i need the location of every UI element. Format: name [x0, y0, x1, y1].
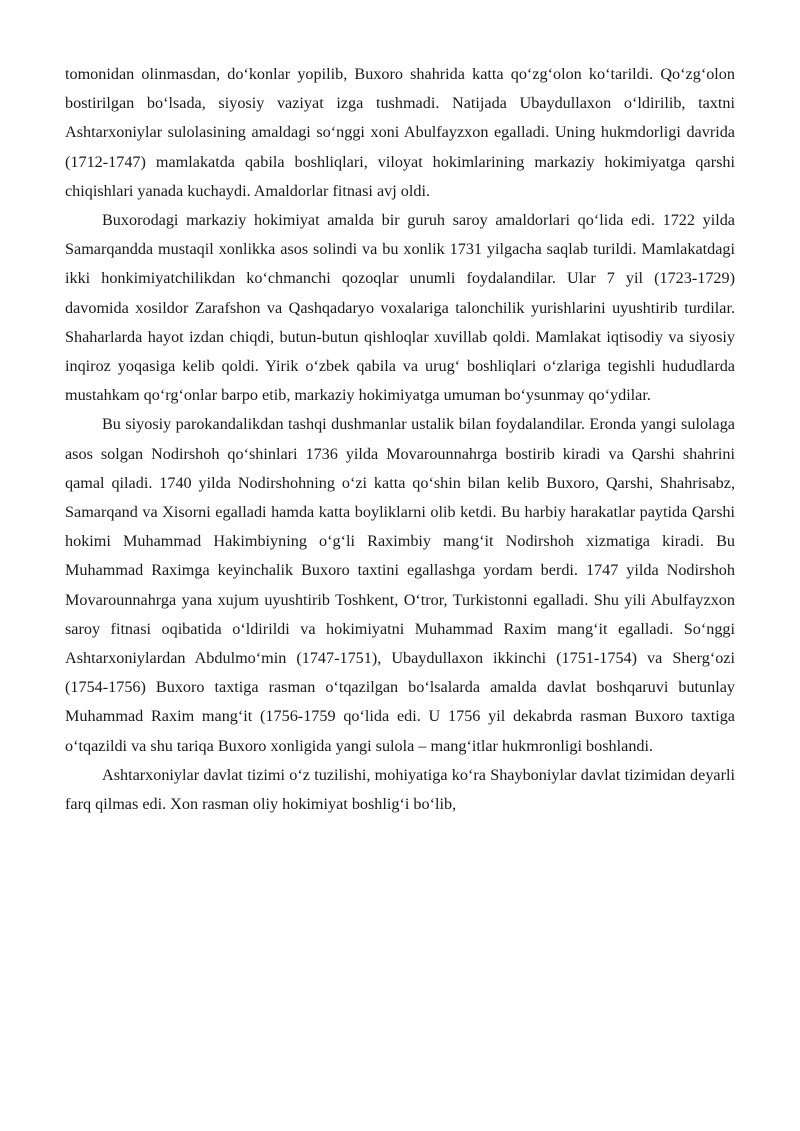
document-page — [65, 60, 735, 819]
paragraph-1: tomonidan olinmasdan, do‘konlar yopilib, Buxoro shahrida katta qo‘zg‘olon ko‘tarildi. Qo‘zg‘olon bostirilgan bo‘lsada, siyosiy vaziyat izga tushmadi. Natijada Ubaydullaxon o‘ldirilib, taxtni Ashtarxoniylar sulolasining amaldagi so‘nggi xoni Abulfayzxon egalladi. Uning hukmdorligi davrida (1712-1747) mamlakatda qabila boshliqlari, viloyat hokimlarining markaziy hokimiyatga qarshi chiqishlari yanada kuchaydi. Amaldorlar fitnasi avj oldi. — [65, 65, 735, 200]
paragraph-4: Ashtarxoniylar davlat tizimi o‘z tuzilishi, mohiyatiga ko‘ra Shayboniylar davlat tizimidan deyarli farq qilmas edi. Xon rasman oliy hokimiyat boshlig‘i bo‘lib, — [65, 765, 735, 814]
paragraph-3: Bu siyosiy parokandalikdan tashqi dushmanlar ustalik bilan foydalandilar. Eronda yangi sulolaga asos solgan Nodirshoh qo‘shinlari 1736 yilda Movarounnahrga bostirib kiradi va Qarshi shahrini qamal qiladi. 1740 yilda Nodirshohning o‘zi katta qo‘shin bilan kelib Buxoro, Qarshi, Shahrisabz, Samarqand va Xisorni egalladi hamda katta boyliklarni olib ketdi. Bu harbiy harakatlar paytida Qarshi hokimi Muhammad Hakimbiyning o‘g‘li Raximbiy mang‘it Nodirshoh xizmatiga kiradi. Bu Muhammad Raximga keyinchalik Buxoro taxtini egallashga yordam berdi. 1747 yilda Nodirshoh Movarounnahrga yana xujum uyushtirib Toshkent, O‘tror, Turkistonni egalladi. Shu yili Abulfayzxon saroy fitnasi oqibatida o‘ldirildi va hokimiyatni Muhammad Raxim mang‘it egalladi. So‘nggi Ashtarxoniylardan Abdulmo‘min (1747-1751), Ubaydullaxon ikkinchi (1751-1754) va Sherg‘ozi (1754-1756) Buxoro taxtiga rasman o‘tqazilgan bo‘lsalarda amalda davlat boshqaruvi butunlay Muhammad Raxim mang‘it (1756-1759 qo‘lida edi. U 1756 yil dekabrda rasman Buxoro taxtiga o‘tqazildi va shu tariqa Buxoro xonligida yangi sulola – mang‘itlar hukmronligi boshlandi. — [65, 415, 735, 755]
paragraph-2: Buxorodagi markaziy hokimiyat amalda bir guruh saroy amaldorlari qo‘lida edi. 1722 yilda Samarqandda mustaqil xonlikka asos solindi va bu xonlik 1731 yilgacha saqlab turildi. Mamlakatdagi ikki honkimiyatchilikdan ko‘chmanchi qozoqlar unumli foydalandilar. Ular 7 yil (1723-1729) davomida xosildor Zarafshon va Qashqadaryo voxalariga talonchilik yurishlarini uyushtirib turdilar. Shaharlarda hayot izdan chiqdi, butun-butun qishloqlar xuvillab qoldi. Mamlakat iqtisodiy va siyosiy inqiroz yoqasiga kelib qoldi. Yirik o‘zbek qabila va urug‘ boshliqlari o‘zlariga tegishli hududlarda mustahkam qo‘rg‘onlar barpo etib, markaziy hokimiyatga umuman bo‘ysunmay qo‘ydilar. — [65, 211, 735, 405]
